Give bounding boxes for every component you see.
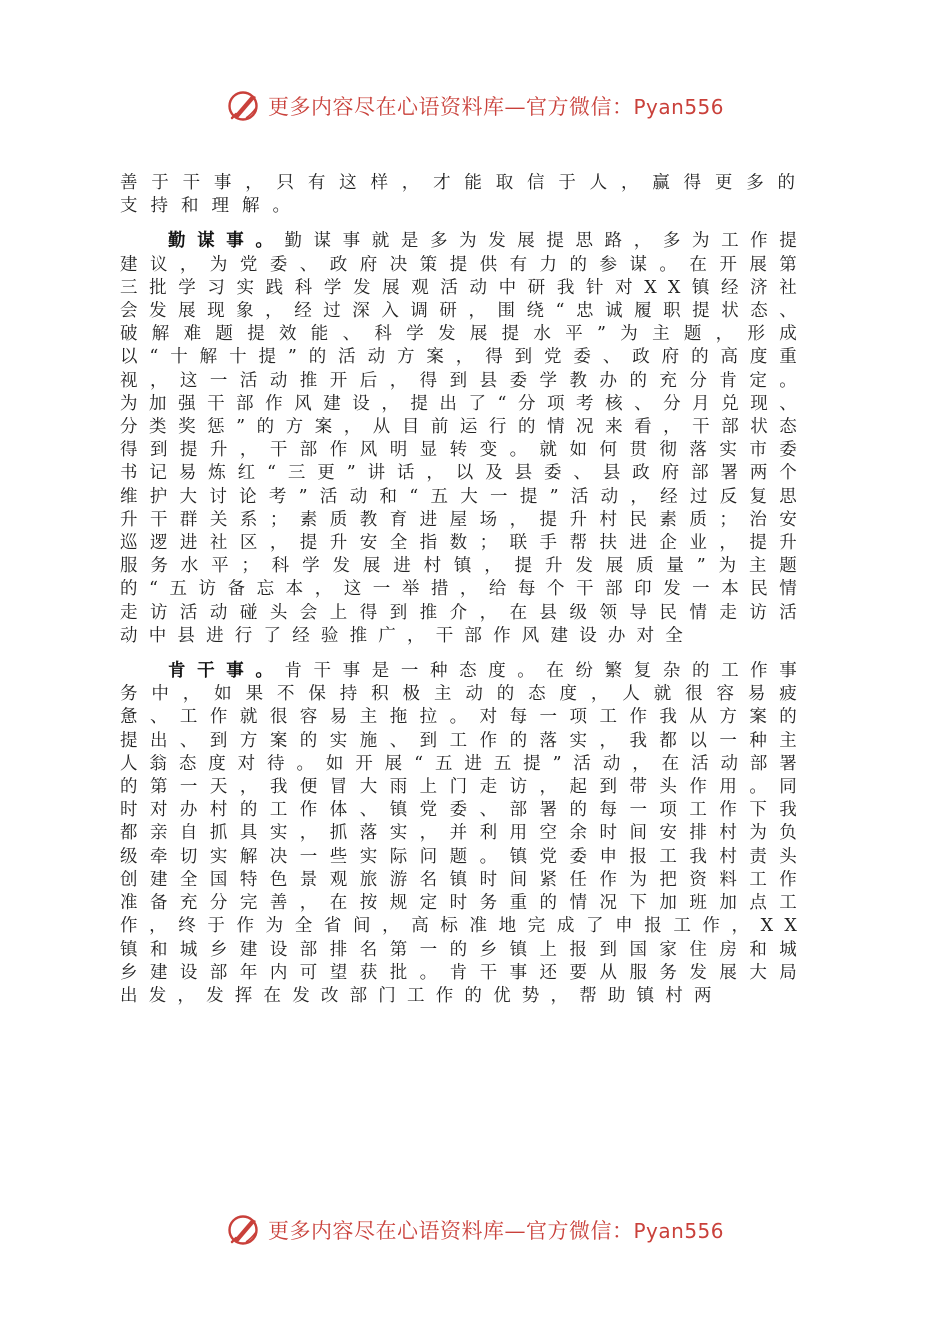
- paragraph-lead: 肯干事。: [168, 661, 285, 682]
- document-body: [120, 172, 808, 1008]
- banner-text: 更多内容尽在心语资料库—官方微信：Pyan556: [267, 95, 724, 119]
- paragraph-qin-mou-shi: 勤谋事。勤谋事就是多为发展提思路，多为工作提建议，为党委、政府决策提供有力的参谋。在开展第三批学习实践科学发展观活动中研我针对XX镇经济社会发展现象，经过深入调研，围绕“忠诚履职提状态、破解难题提效能、科学发展提水平”为主题，形成以“十解十提”的活动方案，得到党委、政府的高度重视，这一活动推开后，得到县委学教办的充分肯定。为加强干部作风建设，提出了“分项考核、分月兑现、分类奖惩”的方案，从目前运行的情况来看，干部状态得到提升，干部作风明显转变。就如何贯彻落实市委书记易炼红“三更”讲话，以及县委、县政府部署两个维护大讨论考”活动和“五大一提”活动，经过反复思升干群关系；素质教育进屋场，提升村民素质；治安巡逻进社区，提升安全指数；联手帮扶进企业，提升服务水平；科学发展进村镇，提升发展质量”为主题的“五访备忘本，这一举措，给每个干部印发一本民情走访活动碰头会上得到推介，在县级领导民情走访活动中县进行了经验推广，干部作风建设办对全: [120, 231, 808, 646]
- footer-banner: [0, 1210, 950, 1250]
- header-banner: [0, 86, 950, 126]
- quill-logo-icon: [226, 88, 262, 124]
- wechat-id: Pyan556: [633, 95, 724, 119]
- wechat-id: Pyan556: [633, 1219, 724, 1243]
- paragraph-ken-gan-shi: 肯干事。肯干事是一种态度。在纷繁复杂的工作事务中，如果不保持积极主动的态度，人就很容易疲惫、工作就很容易主拖拉。对每一项工作我从方案的提出、到方案的实施、到工作的落实，我都以一种主人翁态度对待。如开展“五进五提”活动，在活动部署的第一天，我便冒大雨上门走访，起到带头作用。同时对办村的工作体、镇党委、部署的每一项工作下我都亲自抓具实，抓落实，并利用空余时间安排村为负级牵切实解决一些实际问题。镇党委申报工我村责头创建全国特色景观旅游名镇时间紧任作为把资料工作准备充分完善，在按规定时务重的情况下加班加点工作，终于作为全省间，高标准地完成了申报工作，XX镇和城乡建设部排名第一的乡镇上报到国家住房和城乡建设部年内可望获批。肯干事还要从服务发展大局出发，发挥在发改部门工作的优势，帮助镇村两: [120, 661, 808, 1006]
- paragraph-lead: 勤谋事。: [168, 231, 285, 252]
- paragraph-1: 善于干事，只有这样，才能取信于人，赢得更多的支持和理解。: [120, 173, 808, 217]
- quill-logo-icon: [226, 1212, 262, 1248]
- banner-text: 更多内容尽在心语资料库—官方微信：Pyan556: [267, 1219, 724, 1243]
